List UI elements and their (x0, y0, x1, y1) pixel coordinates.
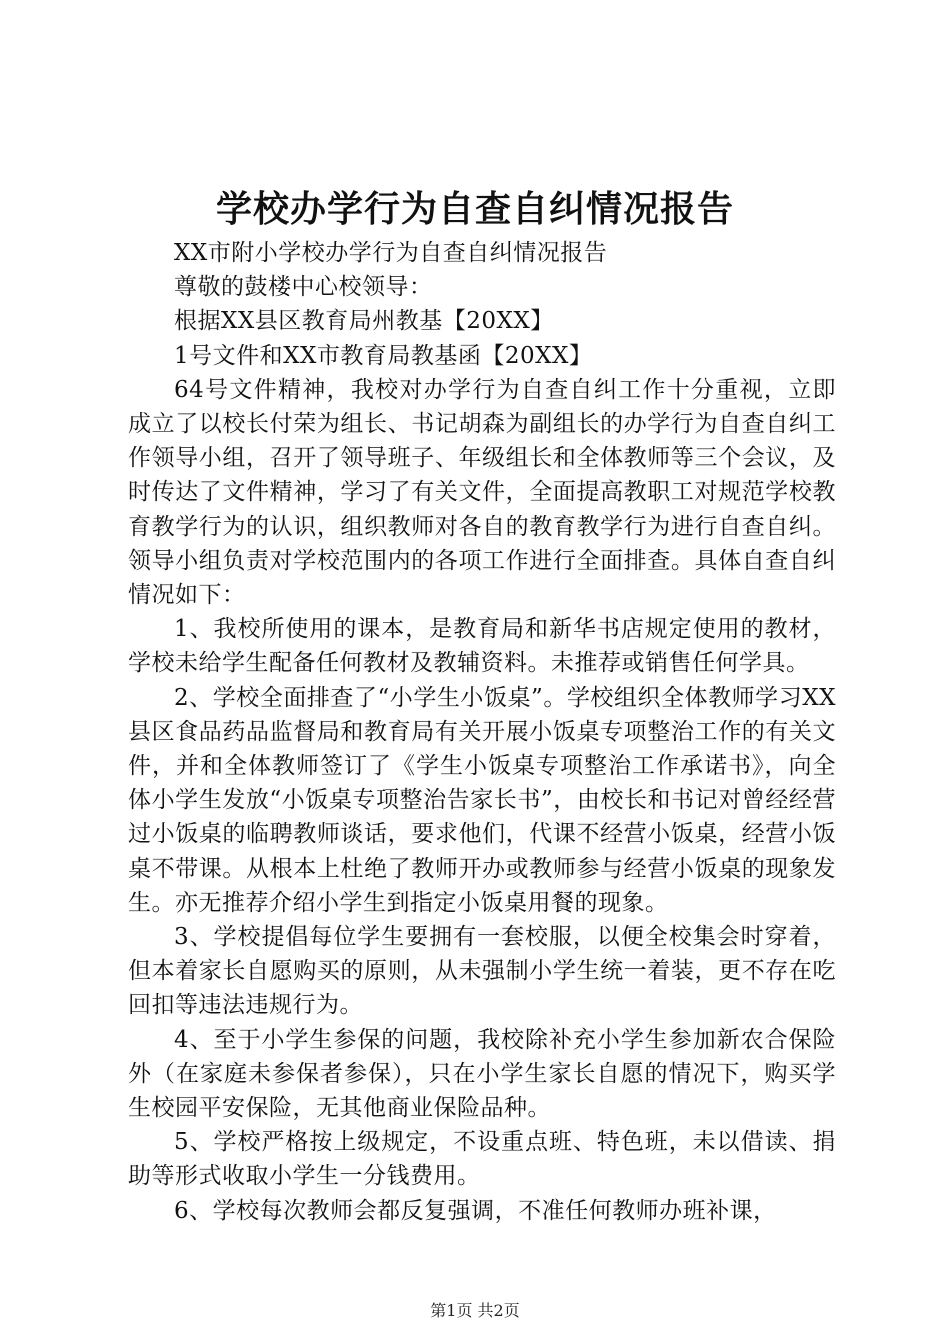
paragraph-salutation: 尊敬的鼓楼中心校领导： (174, 274, 433, 301)
paragraph-intro: 64号文件精神，我校对办学行为自查自纠工作十分重视，立即成立了以校长付荣为组长、书记胡森为副组长的办学行为自查自纠工作领导小组，召开了领导班子、年级组长和全体教师等三个会议，及时传达了文件精神，学习了有关文件，全面提高教职工对规范学校教育教学行为的认识，组织教师对各自的教育教学行为进行自查自纠。领导小组负责对学校范围内的各项工作进行全面排查。具体自查自纠情况如下： (128, 376, 836, 609)
paragraph-item-2: 2、学校全面排查了“小学生小饭桌”。学校组织全体教师学习XX县区食品药品监督局和教育局有关开展小饭桌专项整治工作的有关文件，并和全体教师签订了《学生小饭桌专项整治工作承诺书》，向全体小学生发放“小饭桌专项整治告家长书”，由校长和书记对曾经经营过小饭桌的临聘教师谈话，要求他们，代课不经营小饭桌，经营小饭桌不带课。从根本上杜绝了教师开办或教师参与经营小饭桌的现象发生。亦无推荐介绍小学生到指定小饭桌用餐的现象。 (128, 684, 836, 916)
paragraph-reference-1: 根据XX县区教育局州教基【20XX】 (174, 308, 554, 335)
document-body (128, 236, 836, 1228)
paragraph-item-6: 6、学校每次教师会都反复强调，不准任何教师办班补课， (174, 1197, 777, 1224)
paragraph-item-3: 3、学校提倡每位学生要拥有一套校服，以便全校集会时穿着，但本着家长自愿购买的原则，从未强制小学生统一着装，更不存在吃回扣等违法违规行为。 (128, 924, 836, 1019)
page-footer: 第1页 共2页 (430, 1301, 520, 1320)
paragraph-item-1: 1、我校所使用的课本，是教育局和新华书店规定使用的教材，学校未给学生配备任何教材及教辅资料。未推荐或销售任何学具。 (128, 616, 836, 677)
paragraph-item-5: 5、学校严格按上级规定，不设重点班、特色班，未以借读、捐助等形式收取小学生一分钱费用。 (128, 1129, 836, 1190)
paragraph-subtitle: XX市附小学校办学行为自查自纠情况报告 (174, 240, 608, 266)
document-title: 学校办学行为自查自纠情况报告 (215, 189, 734, 230)
paragraph-reference-2: 1号文件和XX市教育局教基函【20XX】 (174, 342, 593, 369)
paragraph-item-4: 4、至于小学生参保的问题，我校除补充小学生参加新农合保险外（在家庭未参保者参保），只在小学生家长自愿的情况下，购买学生校园平安保险，无其他商业保险品种。 (128, 1026, 836, 1122)
